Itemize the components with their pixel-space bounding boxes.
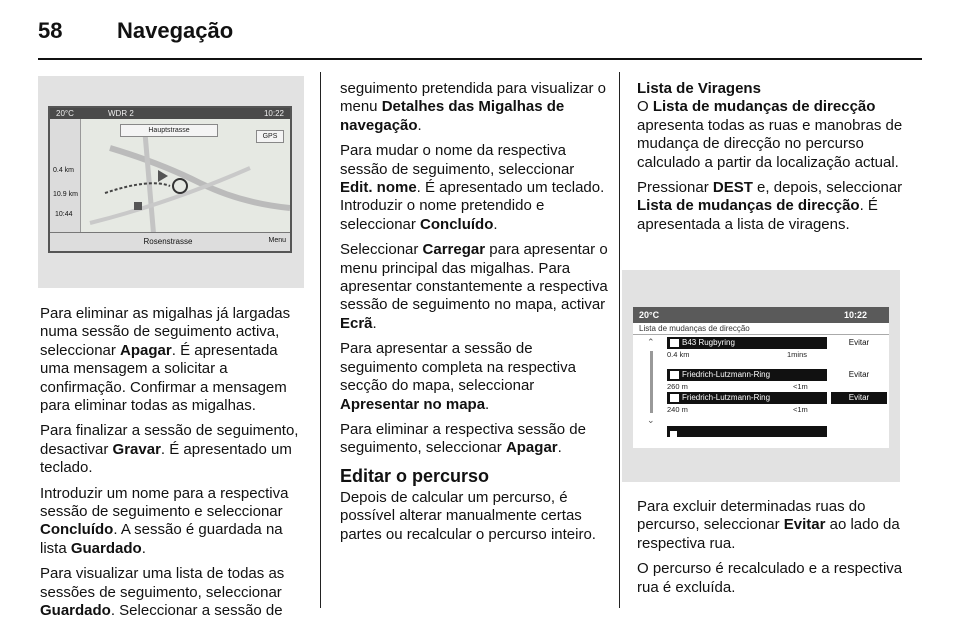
- street-bottom-label: Rosenstrasse: [143, 237, 193, 246]
- distance-2: 10.9 km: [53, 191, 78, 198]
- street-top-label: Hauptstrasse: [120, 124, 218, 137]
- col3-paragraph-1: O Lista de mudanças de direcção apresenta todas as ruas e manobras de mudança de direcção no percurso calculado a partir da localização actual.: [637, 98, 903, 171]
- col2-paragraph-1: seguimento pretendida para visualizar o menu Detalhes das Migalhas de navegação.: [340, 80, 606, 134]
- turn-list-status-bar: [633, 307, 889, 323]
- avoid-button[interactable]: Evitar: [831, 392, 887, 404]
- column-divider-2: [619, 72, 620, 608]
- avoid-button[interactable]: Evitar: [848, 370, 870, 379]
- col1-paragraph-3: Introduzir um nome para a respectiva sessão de seguimento e seleccionar Concluído. A sessão é guardada na lista Guardado.: [40, 484, 289, 557]
- turn-row-info: 240 m <1m: [667, 405, 808, 414]
- clock: 10:22: [263, 109, 284, 118]
- col2-paragraph-3: Seleccionar Carregar para apresentar o menu principal das migalhas. Para apresentar constantemente a respectiva sessão de seguimento no mapa, activar Ecrã.: [340, 241, 608, 332]
- col1-paragraph-2: Para finalizar a sessão de seguimento, desactivar Gravar. É apresentado um teclado.: [40, 422, 299, 477]
- col2-paragraph-4: Para apresentar a sessão de seguimento completa na respectiva secção do mapa, seleccionar Apresentar no mapa.: [340, 340, 576, 413]
- temperature: 20°C: [56, 109, 74, 118]
- avoid-button[interactable]: Evitar: [848, 338, 870, 347]
- menu-button[interactable]: Menu: [268, 237, 286, 244]
- col1-paragraph-1: Para eliminar as migalhas já largadas numa sessão de seguimento activa, seleccionar Apagar. É apresentada uma mensagem a solicitar a confirmação. Confirmar a mensagem para eliminar todas as migalhas.: [40, 305, 291, 415]
- col1-paragraph-4: Para visualizar uma lista de todas as sessões de seguimento, seleccionar Guardado. Seleccionar a sessão de: [40, 565, 285, 620]
- turn-row-info: 260 m <1m: [667, 382, 808, 391]
- section-heading: Editar o percurso: [340, 465, 490, 486]
- column-1-text: [40, 305, 305, 628]
- col3-paragraph-4: O percurso é recalculado e a respectiva rua é excluída.: [637, 560, 903, 596]
- map-screen: [48, 106, 292, 253]
- column-2-text: [340, 80, 610, 551]
- column-3-text-top: [637, 80, 927, 241]
- clock: 10:22: [843, 310, 867, 320]
- distance-1: 0.4 km: [53, 167, 75, 174]
- scroll-down-icon[interactable]: ⌄: [647, 415, 655, 425]
- col3-paragraph-2: Pressionar DEST e, depois, seleccionar Lista de mudanças de direcção. É apresentada a lista de viragens.: [637, 179, 903, 233]
- header-rule: [38, 58, 922, 60]
- navigation-map-figure: [38, 76, 304, 288]
- destination-icon: [670, 431, 677, 438]
- col2-paragraph-6: Depois de calcular um percurso, é possível alterar manualmente certas partes ou recalcular o percurso inteiro.: [340, 488, 596, 543]
- turn-list-title: Lista de mudanças de direcção: [633, 323, 889, 335]
- turn-icon: [670, 394, 679, 402]
- column-3-text-bottom: [637, 498, 927, 604]
- col2-paragraph-2: Para mudar o nome da respectiva sessão de seguimento, seleccionar Edit. nome. É apresentado um teclado. Introduzir o nome pretendido e seleccionar Concluído.: [340, 142, 605, 233]
- temperature: 20°C: [639, 310, 660, 320]
- turn-list-screen: [633, 307, 889, 448]
- column-divider-1: [320, 72, 321, 608]
- col3-paragraph-3: Para excluir determinadas ruas do percurso, seleccionar Evitar ao lado da respectiva rua.: [637, 498, 900, 552]
- subheading: Lista de Viragens: [637, 80, 761, 97]
- destination-bar: [667, 426, 827, 437]
- radio-station: WDR 2: [108, 109, 134, 118]
- scroll-up-icon[interactable]: ⌃: [647, 337, 655, 347]
- turn-list-figure: [622, 270, 900, 482]
- page-number: 58: [38, 18, 63, 43]
- turn-row-street[interactable]: B43 Rugbyring: [667, 337, 827, 349]
- turn-icon: [670, 339, 679, 347]
- arrival-time: 10:44: [55, 211, 73, 218]
- turn-icon: [670, 371, 679, 379]
- page-title: Navegação: [117, 18, 234, 43]
- col2-paragraph-5: Para eliminar a respectiva sessão de seguimento, seleccionar Apagar.: [340, 420, 586, 457]
- turn-row-street[interactable]: Friedrich-Lutzmann-Ring: [667, 369, 827, 381]
- turn-row-info: 0.4 km 1mins: [667, 350, 808, 359]
- map-footer: [50, 232, 290, 251]
- scrollbar[interactable]: [650, 351, 653, 413]
- turn-row-street[interactable]: Friedrich-Lutzmann-Ring: [667, 392, 827, 404]
- gps-button[interactable]: GPS: [256, 130, 284, 143]
